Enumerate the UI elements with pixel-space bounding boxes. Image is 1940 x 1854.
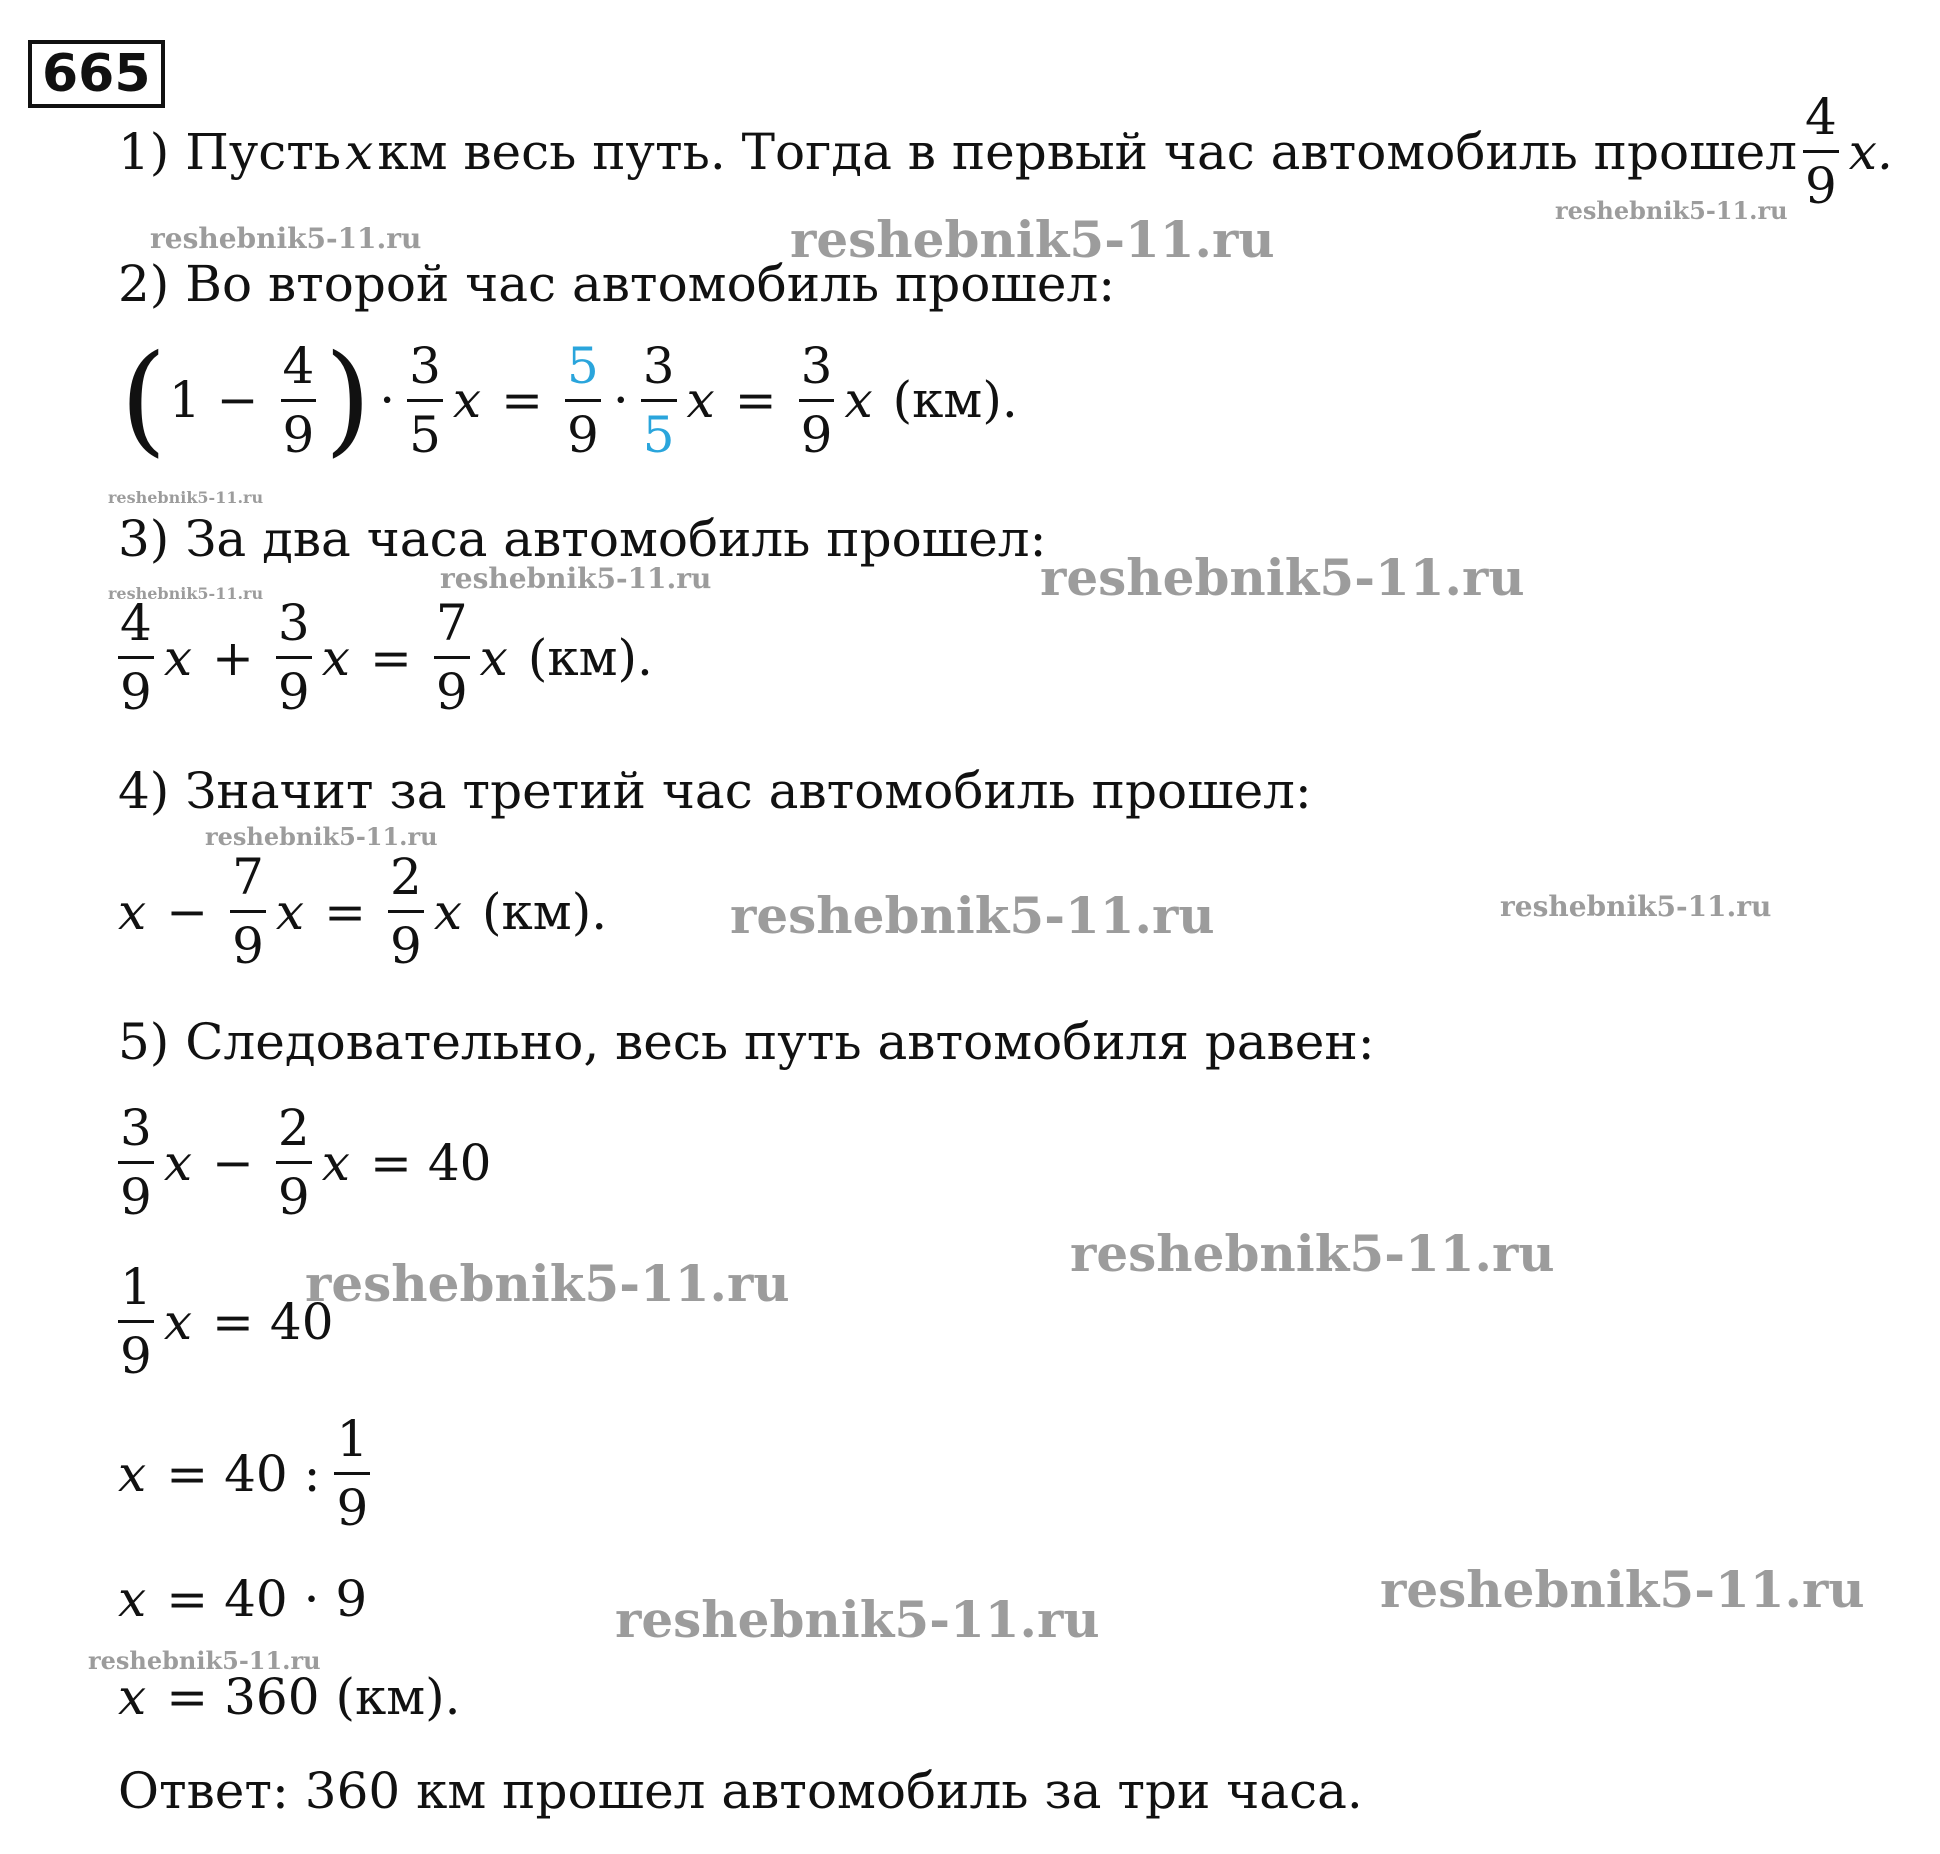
fraction: $\frac{2}{9}$ (390, 848, 422, 975)
open-paren: ( (120, 330, 167, 469)
value: 40 : (224, 1444, 321, 1503)
fraction: $\frac{3}{9}$ (120, 1099, 152, 1226)
equals-sign: = (166, 1444, 209, 1503)
variable-x: x (452, 371, 482, 429)
unit-km: (км). (527, 628, 653, 687)
fraction: $\frac{4}{9}$ (120, 594, 152, 721)
watermark: reshebnik5-11.ru (205, 822, 438, 851)
step3-text: 3) За два часа автомобиль прошел: (118, 510, 1047, 568)
watermark: reshebnik5-11.ru (1500, 890, 1772, 923)
fraction: $\frac{7}{9}$ (435, 594, 468, 721)
step1-text2: км весь путь. Тогда в первый час автомобиль прошел (377, 122, 1797, 181)
value: 40 (427, 1133, 492, 1192)
variable-x: x (433, 882, 463, 941)
fraction: $\frac{1}{9}$ (336, 1410, 369, 1537)
value: 40 (269, 1292, 334, 1351)
equals-sign: = (324, 882, 367, 941)
variable-x: x (118, 1570, 147, 1628)
fraction: $\frac{3}{9}$ (800, 336, 833, 464)
variable-x: x (345, 122, 374, 181)
watermark: reshebnik5-11.ru (1380, 1560, 1865, 1619)
variable-x: x (163, 1133, 193, 1192)
fraction: $\frac{1}{9}$ (120, 1258, 152, 1385)
watermark: reshebnik5-11.ru (108, 488, 264, 507)
step1-line (118, 88, 1897, 215)
eq2-line (118, 330, 1018, 469)
problem-number: 665 (28, 40, 165, 108)
step5-text: 5) Следовательно, весь путь автомобиля равен: (118, 1013, 1375, 1071)
watermark: reshebnik5-11.ru (1070, 1224, 1555, 1283)
equals-sign: = (166, 1668, 209, 1726)
minus-sign: − (166, 882, 209, 941)
variable-x: x (686, 371, 715, 429)
step5-line (118, 1013, 1375, 1071)
value: 360 (км). (224, 1668, 461, 1726)
fraction: $\frac{3}{5}$ (642, 336, 675, 464)
equals-sign: = (369, 628, 412, 687)
step2-text: 2) Во второй час автомобиль прошел: (118, 255, 1116, 313)
equals-sign: = (369, 1133, 412, 1192)
dot-sign: · (379, 371, 396, 429)
fraction: $\frac{2}{9}$ (277, 1099, 310, 1226)
step4-text: 4) Значит за третий час автомобиль прошел: (118, 762, 1312, 820)
step3-line (118, 510, 1046, 568)
watermark: reshebnik5-11.ru (440, 562, 712, 595)
dot-sign: · (612, 371, 629, 429)
step4-line (118, 762, 1312, 820)
variable-x: x (321, 1133, 350, 1192)
watermark: reshebnik5-11.ru (305, 1254, 790, 1313)
unit-km: (км). (892, 371, 1018, 429)
watermark: reshebnik5-11.ru (1555, 196, 1788, 225)
value: 40 · 9 (224, 1570, 368, 1628)
variable-x: x (479, 628, 508, 687)
eq5a-line (118, 1099, 492, 1226)
step1-text: 1) Пусть (118, 122, 342, 181)
watermark: reshebnik5-11.ru (108, 584, 264, 603)
watermark: reshebnik5-11.ru (790, 210, 1275, 269)
variable-x: x (321, 628, 350, 687)
eq5b-line (118, 1258, 334, 1385)
unit-km: (км). (482, 882, 608, 941)
eq4-line (118, 848, 608, 975)
watermark: reshebnik5-11.ru (615, 1590, 1100, 1649)
eq5c-line (118, 1410, 376, 1537)
variable-x: x (118, 1668, 147, 1726)
watermark: reshebnik5-11.ru (88, 1646, 321, 1675)
fraction: $\frac{4}{9}$ (1804, 88, 1837, 215)
fraction: $\frac{4}{9}$ (282, 336, 315, 464)
fraction: $\frac{3}{5}$ (409, 336, 441, 464)
variable-x: x (118, 1444, 147, 1503)
watermark: reshebnik5-11.ru (730, 886, 1215, 945)
variable-x: x (844, 371, 873, 429)
equals-sign: = (734, 371, 777, 429)
variable-x: x (275, 882, 305, 941)
fraction: $\frac{5}{9}$ (567, 336, 599, 464)
watermark: reshebnik5-11.ru (150, 222, 422, 255)
eq5e-line (118, 1668, 461, 1726)
eq2-one: 1 (168, 371, 201, 429)
watermark: reshebnik5-11.ru (1040, 548, 1525, 607)
equals-sign: = (212, 1292, 254, 1351)
plus-sign: + (212, 628, 254, 687)
variable-x: x (163, 628, 193, 687)
equals-sign: = (166, 1570, 209, 1628)
answer-line (118, 1762, 1363, 1820)
minus-sign: − (212, 1133, 254, 1192)
equals-sign: = (501, 371, 544, 429)
answer-text: Ответ: 360 км прошел автомобиль за три часа. (118, 1762, 1363, 1820)
eq5d-line (118, 1570, 367, 1628)
eq3-line (118, 594, 653, 721)
variable-x: x (163, 1292, 193, 1351)
step2-line (118, 255, 1115, 313)
close-paren: ) (324, 330, 372, 469)
variable-x: x (118, 882, 147, 941)
step1-tail: x. (1848, 122, 1893, 181)
minus-sign: − (216, 371, 259, 429)
fraction: $\frac{3}{9}$ (277, 594, 310, 721)
fraction: $\frac{7}{9}$ (232, 848, 264, 975)
